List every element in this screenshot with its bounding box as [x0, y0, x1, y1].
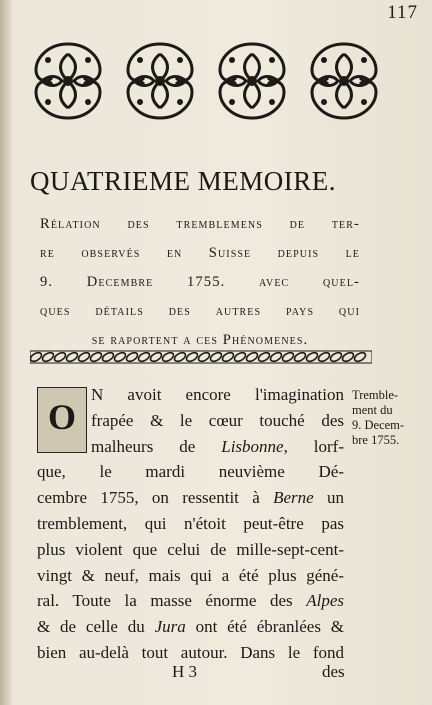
rope-link [209, 351, 223, 363]
rope-link [41, 351, 55, 363]
body-line: N avoit encore l'imagination [91, 385, 344, 404]
rope-link [125, 351, 139, 363]
ornament-dot [229, 99, 235, 105]
body-line: frapée & le cœur touché des [91, 410, 344, 430]
rope-link [65, 351, 79, 363]
body-line: bien au-delà tout autour. Dans le fond [37, 642, 344, 662]
ornament-dot [45, 57, 51, 63]
catchword: des [322, 662, 345, 681]
rope-link [269, 351, 283, 363]
ornament-dot [339, 76, 349, 86]
ornament-dot [247, 76, 257, 86]
body-line: vingt & neuf, mais qui a été plus géné- [37, 565, 344, 585]
marginal-note [352, 388, 430, 448]
subheading-line: se raportent a ces Phénomenes. [91, 332, 309, 348]
rope-link [197, 351, 211, 363]
subheading-line: 9. Decembre 1755. avec quel- [40, 274, 360, 290]
ornament-dot [229, 57, 235, 63]
rope-link [53, 351, 67, 363]
ornament-dot [137, 99, 143, 105]
ornament-dot [269, 57, 275, 63]
ornament-dot [321, 57, 327, 63]
drop-cap-letter: O [47, 397, 76, 437]
rope-link [89, 351, 103, 363]
body-line: malheurs de Lisbonne, lorf- [91, 436, 344, 456]
ornament-headpiece [28, 40, 384, 122]
body-line: plus violent que celui de mille-sept-cent- [37, 539, 344, 559]
body-line: tremblement, qui n'étoit peut-être pas [37, 513, 344, 533]
marginal-note-line: bre 1755. [352, 433, 400, 447]
marginal-note-line: ment du [352, 403, 393, 417]
gutter-shadow [0, 0, 12, 705]
ornament-dot [155, 76, 165, 86]
rope-link [245, 351, 259, 363]
ornament-dot [361, 57, 367, 63]
rope-link [173, 351, 187, 363]
ornament-dot [85, 99, 91, 105]
ornament-dot [177, 57, 183, 63]
body-line: cembre 1755, on ressentit à Berne un [37, 488, 345, 508]
rope-link [233, 351, 247, 363]
rope-link [293, 351, 307, 363]
ornament-block-1 [28, 40, 108, 122]
subheading-line: Rélation des tremblemens de ter- [40, 216, 360, 232]
ornament-block-2 [120, 40, 200, 122]
rope-link [281, 351, 295, 363]
ornament-dot [269, 99, 275, 105]
rope-link [185, 351, 199, 363]
rope-link [101, 351, 115, 363]
rope-link [257, 351, 271, 363]
rope-link [137, 351, 151, 363]
ornament-dot [321, 99, 327, 105]
body-line: & de celle du Jura ont été ébranlées & [37, 617, 344, 637]
ornament-dot [85, 57, 91, 63]
rope-link [221, 351, 235, 363]
body-line: que, le mardi neuvième Dé- [37, 462, 344, 482]
body-line: ral. Toute la masse énorme des Alpes [37, 591, 344, 611]
rope-link [161, 351, 175, 363]
ornament-block-4 [304, 40, 384, 122]
ornament-dot [137, 57, 143, 63]
rope-link [77, 351, 91, 363]
chapter-heading: QUATRIEME MEMOIRE. [30, 166, 336, 196]
page-number: 117 [387, 2, 418, 23]
body-paragraph [37, 382, 344, 666]
rope-link [329, 351, 343, 363]
chapter-subheading [40, 210, 360, 355]
rope-link [341, 351, 355, 363]
subheading-line: re observés en Suisse depuis le [40, 245, 360, 261]
rope-link [149, 351, 163, 363]
rope-link [305, 351, 319, 363]
ornament-dot [361, 99, 367, 105]
ornament-dot [63, 76, 73, 86]
signature-mark: H 3 [172, 662, 198, 681]
subheading-line: ques détails des autres pays qui [40, 303, 360, 319]
marginal-note-line: 9. Decem- [352, 418, 405, 432]
rope-link [30, 351, 43, 363]
rope-link [353, 351, 367, 363]
rope-link [113, 351, 127, 363]
ornament-dot [45, 99, 51, 105]
rope-link [317, 351, 331, 363]
ornamental-rule [30, 350, 372, 364]
ornament-block-3 [212, 40, 292, 122]
marginal-note-line: Tremble- [352, 388, 399, 402]
ornament-dot [177, 99, 183, 105]
